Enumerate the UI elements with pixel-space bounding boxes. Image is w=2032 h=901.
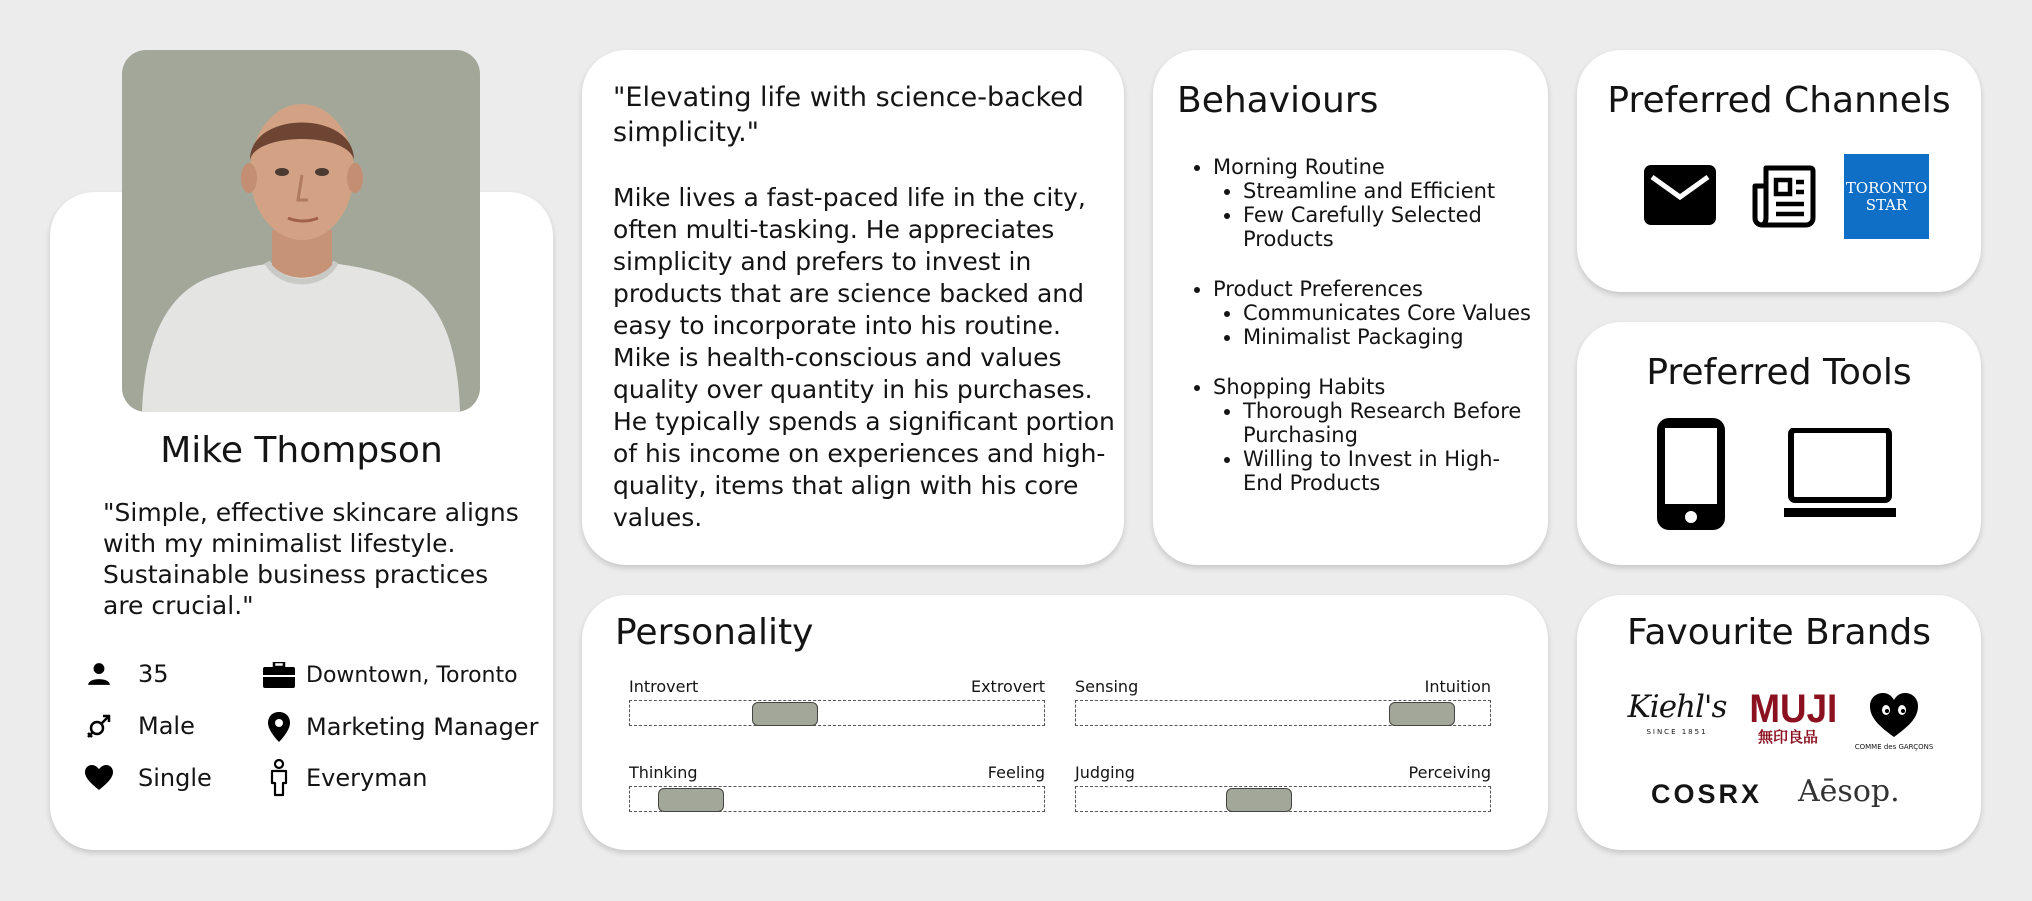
personality-title: Personality: [615, 612, 814, 653]
attribute-gender-value: Male: [138, 712, 195, 740]
toronto-star-logo: [1844, 154, 1929, 239]
comme-des-garcons-logo: [1852, 692, 1936, 751]
kiehls-logo: [1618, 690, 1736, 736]
behaviour-group: [1213, 155, 1539, 251]
muji-logo: [1746, 687, 1838, 746]
aesop-wordmark: Aēsop.: [1798, 774, 1900, 809]
behaviours-title: Behaviours: [1177, 80, 1379, 121]
attribute-relationship-value: Single: [138, 764, 212, 792]
channels-title: Preferred Channels: [1607, 80, 1951, 121]
muji-wordmark: MUJI: [1749, 687, 1838, 731]
attribute-age-value: 35: [138, 660, 169, 688]
behaviour-item: • Willing to Invest in High-End Products: [1243, 447, 1539, 495]
behaviour-group: [1213, 375, 1539, 495]
cosrx-wordmark: COSRX: [1651, 779, 1763, 809]
behaviour-group: [1213, 277, 1539, 349]
attribute-archetype: [262, 761, 428, 795]
trait-track-thinking-feeling: [629, 786, 1045, 812]
trait-left-label: Judging: [1075, 763, 1135, 782]
attribute-location-value: Downtown, Toronto: [306, 662, 518, 688]
trait-right-label: Intuition: [1424, 677, 1491, 696]
trait-right-label: Extrovert: [970, 677, 1045, 696]
laptop-icon: [1784, 428, 1896, 524]
aesop-logo: [1798, 774, 1900, 809]
behaviour-item: • Minimalist Packaging: [1243, 325, 1539, 349]
location-pin-icon: [262, 710, 296, 744]
kiehls-wordmark: Kiehl's: [1627, 689, 1727, 725]
behaviour-item: • Communicates Core Values: [1243, 301, 1539, 325]
brands-title: Favourite Brands: [1626, 612, 1932, 653]
behaviour-group-label: Product Preferences: [1213, 277, 1423, 301]
person-outline-icon: [262, 761, 296, 795]
trait-knob[interactable]: [1226, 788, 1292, 812]
cdg-wordmark: COMME des GARÇONS: [1854, 743, 1934, 751]
toronto-star-line2: STAR: [1865, 195, 1908, 214]
trait-left-label: Thinking: [629, 763, 698, 782]
trait-left-label: Introvert: [629, 677, 699, 696]
cdg-heart-icon: [1869, 692, 1919, 738]
attribute-relationship: [82, 761, 212, 795]
gender-icon: [82, 709, 116, 743]
toronto-star-line1: TORONTO: [1845, 178, 1928, 197]
trait-left-label: Sensing: [1075, 677, 1139, 696]
trait-track-introvert-extrovert: [629, 700, 1045, 726]
profile-quote: "Simple, effective skincare aligns with my minimalist lifestyle. Sustainable business practices are crucial.": [103, 498, 519, 620]
attribute-location: [262, 658, 518, 692]
story-headline: "Elevating life with science-backed simplicity.": [613, 82, 1084, 148]
trait-knob[interactable]: [1389, 702, 1455, 726]
smartphone-icon: [1657, 418, 1725, 534]
email-icon: [1644, 165, 1716, 229]
trait-right-label: Perceiving: [1408, 763, 1491, 782]
briefcase-icon: [262, 658, 296, 692]
cosrx-logo: [1651, 779, 1762, 810]
newspaper-icon: [1752, 164, 1816, 232]
kiehls-tagline: SINCE 1851: [1646, 728, 1708, 736]
profile-name: Mike Thompson: [160, 430, 443, 471]
trait-knob[interactable]: [752, 702, 818, 726]
attribute-occupation: [262, 710, 538, 744]
person-icon: [82, 657, 116, 691]
profile-photo: [122, 50, 480, 412]
attribute-archetype-value: Everyman: [306, 764, 428, 792]
behaviour-item: • Streamline and Efficient: [1243, 179, 1539, 203]
attribute-gender: [82, 709, 195, 743]
tools-title: Preferred Tools: [1646, 352, 1912, 393]
trait-knob[interactable]: [658, 788, 724, 812]
behaviours-list: [1177, 155, 1539, 521]
behaviour-item: • Thorough Research Before Purchasing: [1243, 399, 1539, 447]
behaviour-item: • Few Carefully Selected Products: [1243, 203, 1539, 251]
trait-right-label: Feeling: [987, 763, 1045, 782]
trait-track-judging-perceiving: [1075, 786, 1491, 812]
story-body: Mike lives a fast-paced life in the city, often multi-tasking. He appreciates simplicity and prefers to invest in products that are science backed and easy to incorporate into his routine. Mike is health-conscious and values quality over quantity in his purchases. He typically spends a significant portion of his income on experiences and high-quality, items that align with his core values.: [613, 183, 1115, 532]
attribute-occupation-value: Marketing Manager: [306, 713, 539, 741]
trait-track-sensing-intuition: [1075, 700, 1491, 726]
heart-icon: [82, 761, 116, 795]
muji-japanese: 無印良品: [1757, 728, 1818, 746]
behaviour-group-label: Shopping Habits: [1213, 375, 1386, 399]
attribute-age: [82, 657, 169, 691]
behaviour-group-label: Morning Routine: [1213, 155, 1385, 179]
